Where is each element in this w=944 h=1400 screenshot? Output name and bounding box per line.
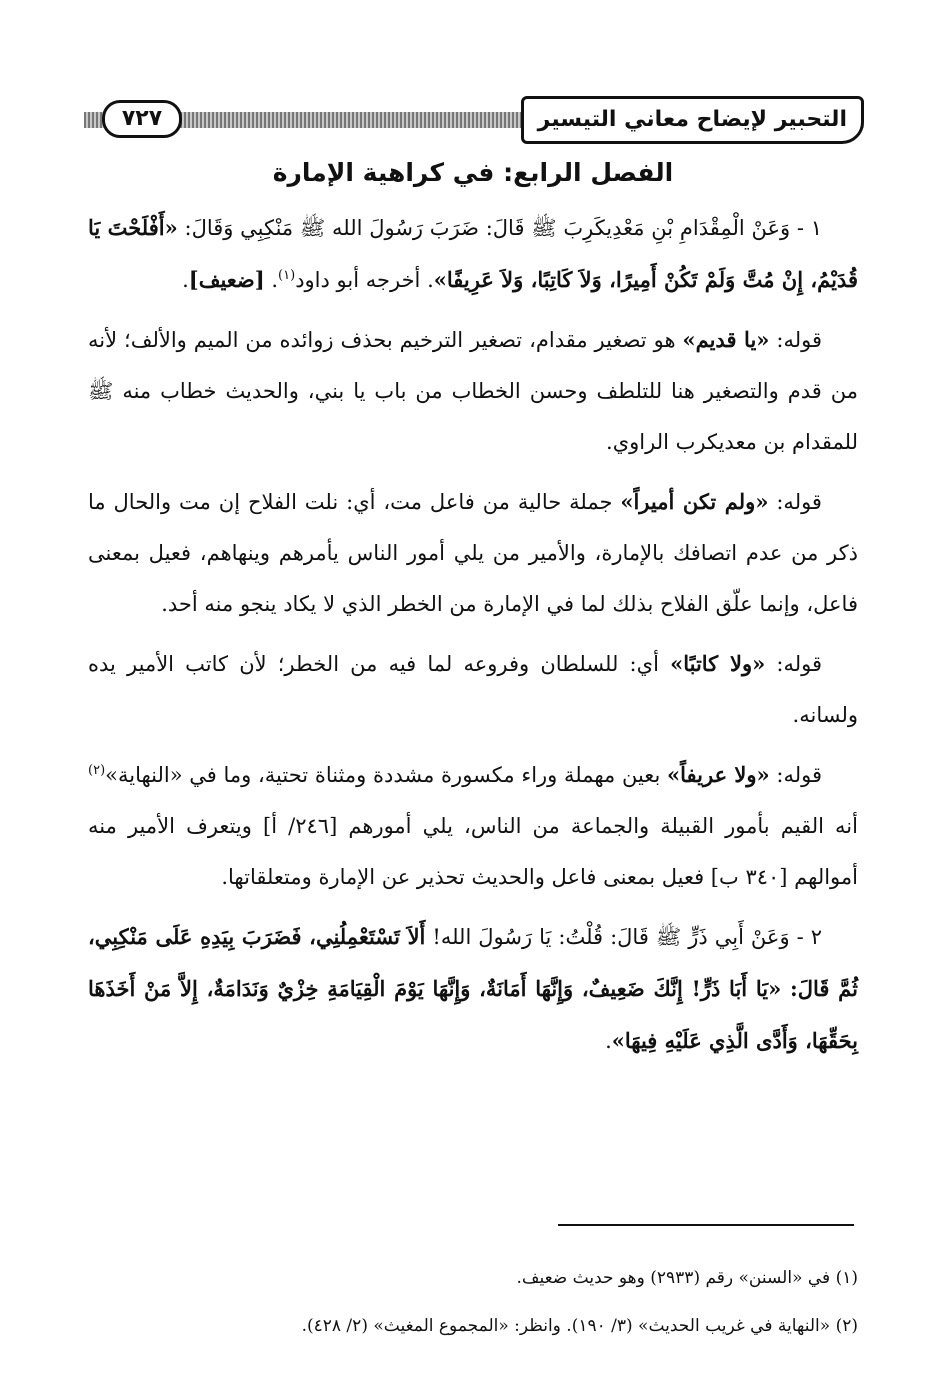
footnote-ref-1[interactable]: (١)	[278, 268, 296, 283]
commentary-4-body: بعين مهملة وراء مكسورة مشددة ومثناة تحتية، وما في «النهاية»	[105, 763, 667, 787]
commentary-4-term: «ولا عريفاً»	[666, 762, 770, 787]
footnote-1: (١) في «السنن» رقم (٢٩٣٣) وهو حديث ضعيف.	[516, 1268, 858, 1288]
commentary-3	[88, 638, 858, 741]
hadith-1-source: . أخرجه أبو داود	[295, 268, 434, 292]
hadith-2	[88, 911, 858, 1067]
footnotes	[88, 1254, 858, 1350]
commentary-1-lead: قوله:	[769, 328, 823, 352]
commentary-2-lead: قوله:	[768, 490, 822, 514]
hadith-2-intro: ٢ - وَعَنْ أَبِي ذَرٍّ ﷺ قَالَ: قُلْتُ: يَا رَسُولَ الله!	[425, 925, 822, 949]
hadith-1-grade: [ضعيف]	[188, 267, 265, 292]
commentary-3-term: «ولا كاتبًا»	[670, 651, 766, 676]
hadith-1-end: .	[182, 268, 189, 292]
hadith-2-text: أَلاَ تَسْتَعْمِلُنِي، فَضَرَبَ بِيَدِهِ عَلَى مَنْكِبِي، ثُمَّ قَالَ: «يَا أَبَا ذَرٍّ! إِنَّكَ ضَعِيفٌ، وَإِنَّهَا أَمَانَةٌ، وَإِنَّهَا يَوْمَ الْقِيَامَةِ خِزْيٌ وَنَدَامَةٌ، إِلاَّ مَنْ أَخَذَهَا بِحَقِّهَا، وَأَدَّى الَّذِي عَلَيْهِ فِيهَا»	[88, 924, 858, 1053]
footnote-2: (٢) «النهاية في غريب الحديث» (٣/ ١٩٠). وانظر: «المجموع المغيث» (٢/ ٤٢٨).	[301, 1316, 858, 1336]
hadith-1-text: «أَفْلَحْتَ يَا قُدَيْمُ، إِنْ مُتَّ وَلَمْ تَكُنْ أَمِيرًا، وَلاَ كَاتِبًا، وَلاَ عَرِيفًا»	[88, 215, 858, 292]
commentary-4-rest: أنه القيم بأمور القبيلة والجماعة من الناس، يلي أمورهم [٢٤٦/ أ] ويتعرف الأمير منه أموالهم [٣٤٠ ب] فعيل بمعنى فاعل والحديث تحذير عن الإمارة ومتعلقاتها.	[88, 814, 858, 889]
running-header	[84, 96, 864, 142]
commentary-4-lead: قوله:	[769, 763, 822, 787]
commentary-3-lead: قوله:	[765, 652, 822, 676]
book-title: التحبير لإيضاح معاني التيسير	[521, 96, 864, 144]
footnote-separator	[558, 1224, 854, 1226]
hadith-2-end: .	[605, 1029, 612, 1053]
chapter-title: الفصل الرابع: في كراهية الإمارة	[272, 158, 674, 187]
commentary-1-body: هو تصغير مقدام، تصغير الترخيم بحذف زوائده من الميم والألف؛ لأنه من قدم والتصغير هنا للتلطف وحسن الخطاب من باب يا بني، والحديث خطاب منه ﷺ للمقدام بن معديكرب الراوي.	[88, 328, 858, 454]
commentary-1-term: «يا قديم»	[682, 327, 770, 352]
commentary-2-body: جملة حالية من فاعل مت، أي: نلت الفلاح إن مت والحال ما ذكر من عدم اتصافك بالإمارة، والأمير من يلي أمور الناس يأمرهم وينهاهم، فعيل بمعنى فاعل، وإنما علّق الفلاح بذلك لما في الإمارة من الخطر الذي لا يكاد ينجو منه أحد.	[88, 490, 858, 616]
page-content	[88, 150, 858, 1075]
footnote-ref-2[interactable]: (٢)	[88, 763, 106, 778]
hadith-1-intro: ١ - وَعَنْ الْمِقْدَامِ بْنِ مَعْدِيكَرِبَ ﷺ قَالَ: ضَرَبَ رَسُولَ الله ﷺ مَنْكِبِي وَقَالَ:	[177, 216, 822, 240]
page-number: ٧٢٧	[102, 100, 182, 138]
commentary-2	[88, 476, 858, 630]
hadith-1-dot: .	[264, 268, 279, 292]
commentary-1	[88, 314, 858, 468]
hadith-1	[88, 202, 858, 306]
commentary-3-body: أي: للسلطان وفروعه لما فيه من الخطر؛ لأن كاتب الأمير يده ولسانه.	[88, 652, 858, 727]
commentary-2-term: «ولم تكن أميراً»	[620, 489, 769, 514]
commentary-4	[88, 749, 858, 903]
